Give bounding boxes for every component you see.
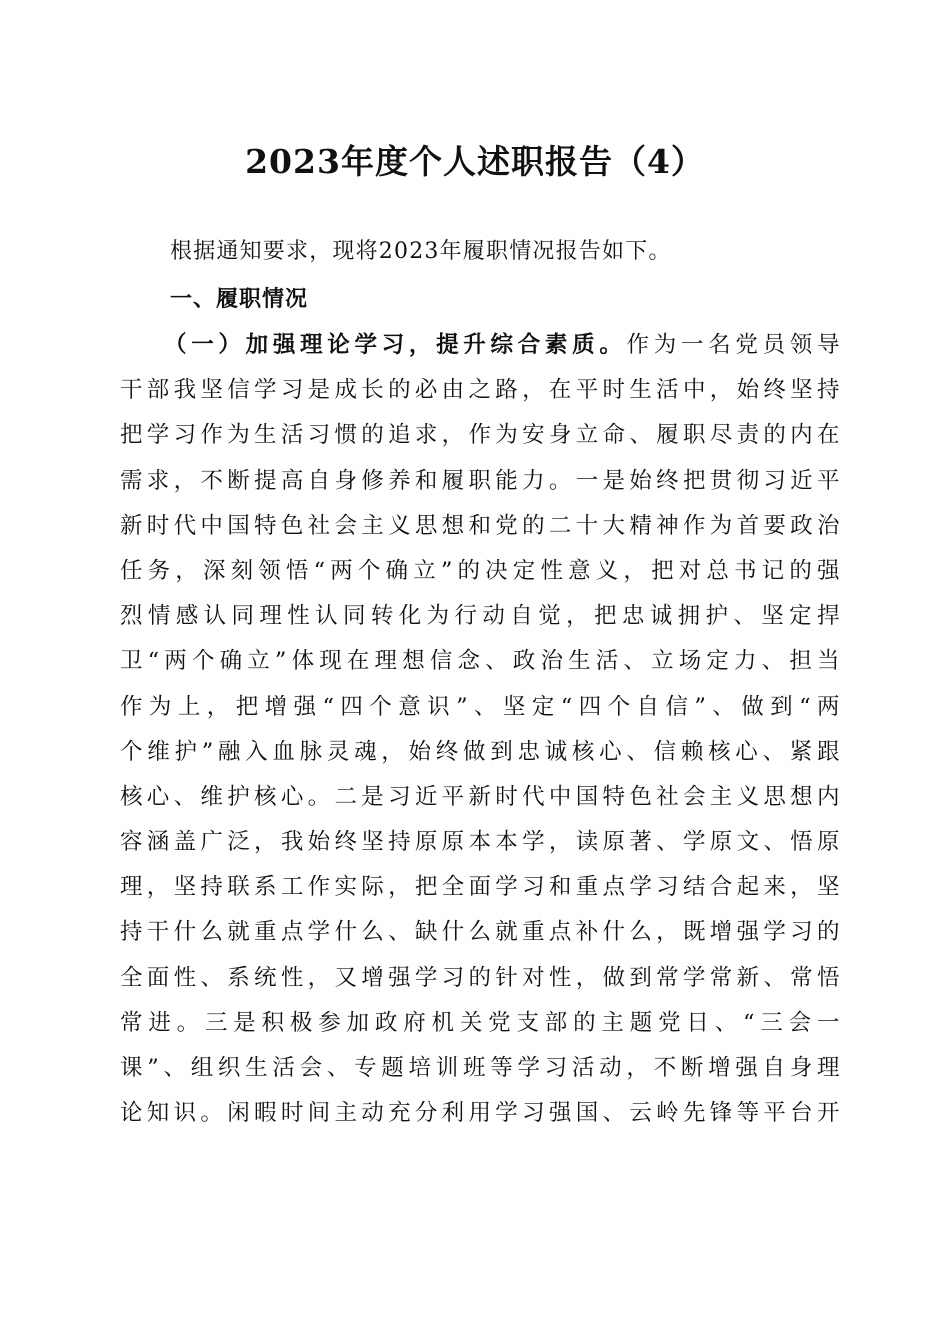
section-heading: 一、履职情况: [170, 287, 309, 312]
paragraph-line: 核心、维护核心。二是习近平新时代中国特色社会主义思想内: [120, 783, 840, 810]
paragraph-line: 需求，不断提高自身修养和履职能力。一是始终把贯彻习近平: [120, 467, 840, 494]
paragraph-line: 常进。三是积极参加政府机关党支部的主题党日、“三会一: [120, 1009, 840, 1036]
paragraph-line: 全面性、系统性，又增强学习的针对性，做到常学常新、常悟: [120, 964, 840, 991]
paragraph-lead: （一）加强理论学习，提升综合素质。: [164, 332, 627, 358]
paragraph-line: 烈情感认同理性认同转化为行动自觉，把忠诚拥护、坚定捍: [120, 603, 840, 630]
paragraph-body: [120, 323, 840, 1136]
paragraph-line: 容涵盖广泛，我始终坚持原原本本学，读原著、学原文、悟原: [120, 829, 840, 856]
paragraph-line: 新时代中国特色社会主义思想和党的二十大精神作为首要政治: [120, 512, 840, 539]
paragraph-first-line: [120, 323, 840, 368]
paragraph-line: 任务，深刻领悟“两个确立”的决定性意义，把对总书记的强: [120, 557, 840, 584]
paragraph-line: 作为上，把增强“四个意识”、坚定“四个自信”、做到“两: [120, 693, 840, 720]
intro-paragraph: 根据通知要求，现将2023年履职情况报告如下。: [170, 239, 672, 264]
paragraph-first-line-rest: 作为一名党员领导: [626, 332, 840, 358]
paragraph-line: 把学习作为生活习惯的追求，作为安身立命、履职尽责的内在: [120, 422, 840, 449]
paragraph-line: 干部我坚信学习是成长的必由之路，在平时生活中，始终坚持: [120, 377, 840, 404]
document-title: 2023年度个人述职报告（4）: [245, 142, 705, 181]
paragraph-line: 持干什么就重点学什么、缺什么就重点补什么，既增强学习的: [120, 919, 840, 946]
paragraph-line: 课”、组织生活会、专题培训班等学习活动，不断增强自身理: [120, 1055, 840, 1081]
paragraph-line: 卫“两个确立”体现在理想信念、政治生活、立场定力、担当: [120, 648, 840, 675]
paragraph-line: 理，坚持联系工作实际，把全面学习和重点学习结合起来，坚: [120, 874, 840, 901]
paragraph-line: 个维护”融入血脉灵魂，始终做到忠诚核心、信赖核心、紧跟: [120, 738, 840, 765]
paragraph-line: 论知识。闲暇时间主动充分利用学习强国、云岭先锋等平台开: [120, 1100, 840, 1127]
